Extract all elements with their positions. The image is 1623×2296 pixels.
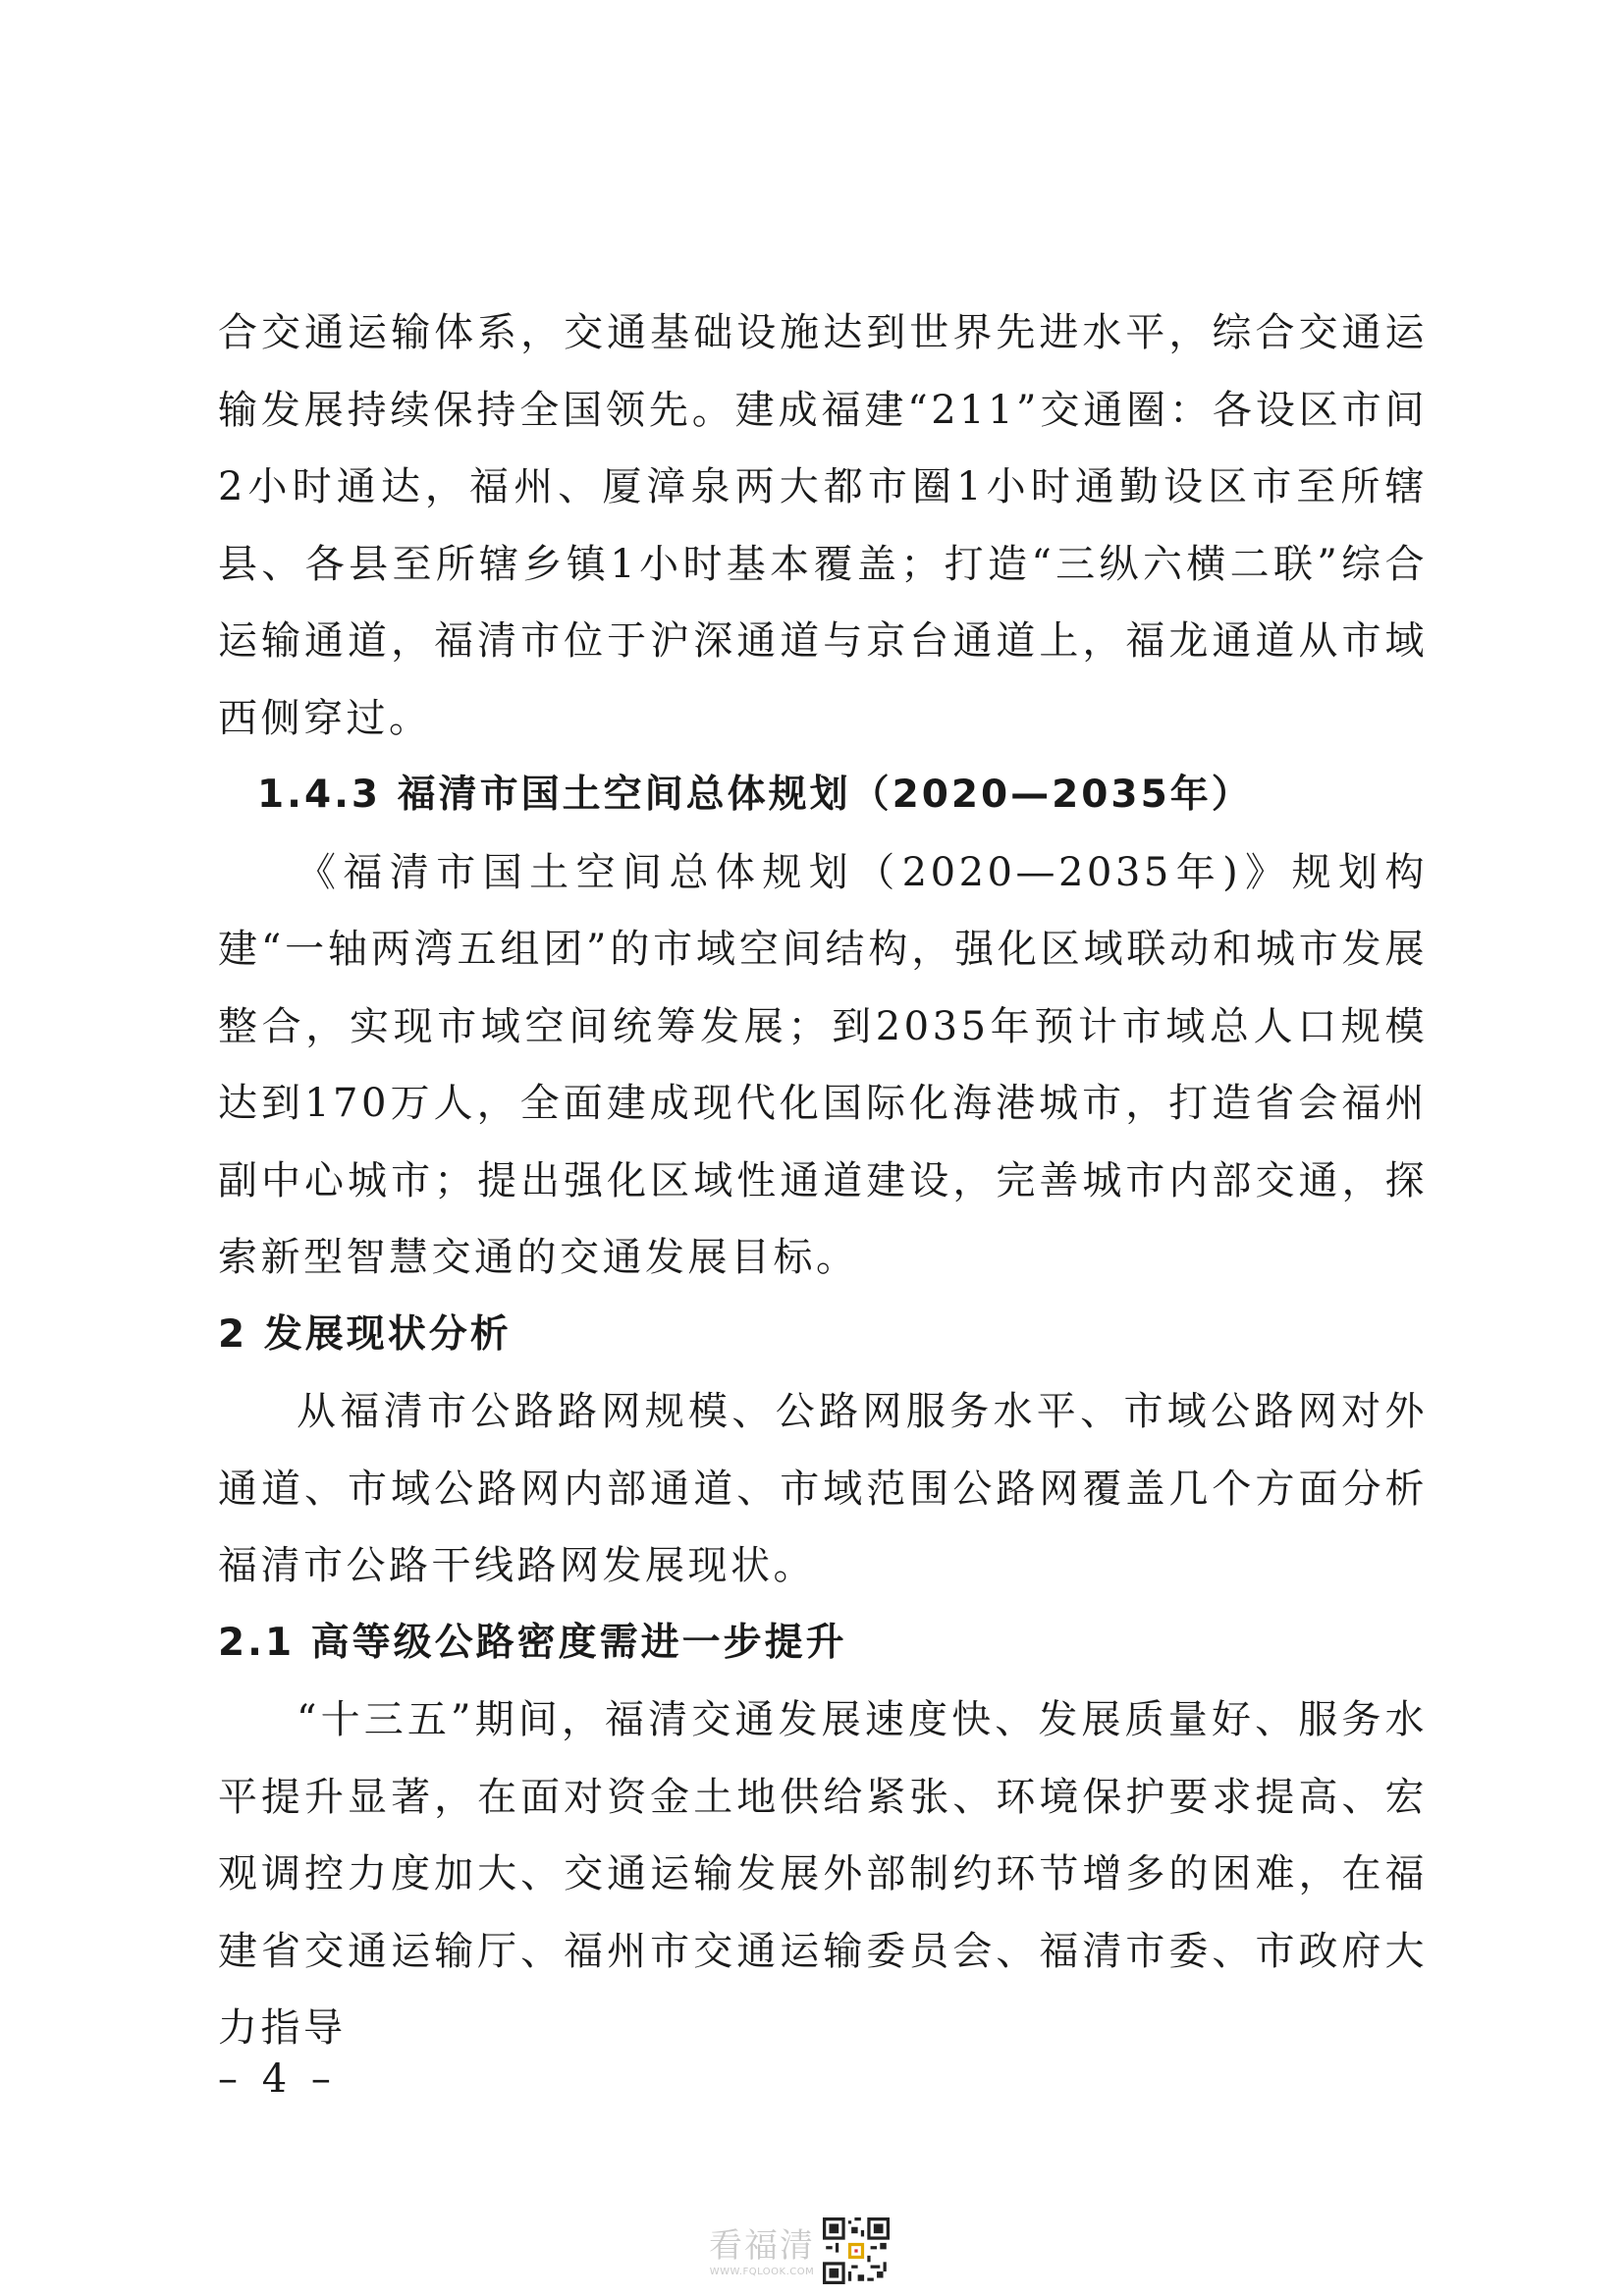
watermark-title: 看福清 <box>709 2225 815 2266</box>
watermark-text <box>709 2225 815 2277</box>
paragraph-continuation: 合交通运输体系，交通基础设施达到世界先进水平，综合交通运输发展持续保持全国领先。建成福建“211”交通圈：各设区市间2小时通达，福州、厦漳泉两大都市圈1小时通勤设区市至所辖县、各县至所辖乡镇1小时基本覆盖；打造“三纵六横二联”综合运输通道，福清市位于沪深通道与京台通道上，福龙通道从市域西侧穿过。 <box>218 310 1428 741</box>
page-number: – 4 – <box>218 2056 337 2102</box>
paragraph-analysis-intro: 从福清市公路路网规模、公路网服务水平、市域公路网对外通道、市域公路网内部通道、市域范围公路网覆盖几个方面分析福清市公路干线路网发展现状。 <box>218 1389 1428 1588</box>
paragraph-thirteenth-five-year: “十三五”期间，福清交通发展速度快、发展质量好、服务水平提升显著，在面对资金土地供给紧张、环境保护要求提高、宏观调控力度加大、交通运输发展外部制约环节增多的困难，在福建省交通运输厅、福州市交通运输委员会、福清市委、市政府大力指导 <box>218 1697 1428 2051</box>
section-heading-2: 2 发展现状分析 <box>218 1311 512 1357</box>
section-heading-2-1: 2.1 高等级公路密度需进一步提升 <box>218 1620 847 1665</box>
document-body <box>218 294 1428 2067</box>
section-heading-1-4-3: 1.4.3 福清市国土空间总体规划（2020—2035年） <box>257 773 1253 817</box>
qr-code-icon <box>823 2217 890 2284</box>
watermark-logo <box>709 2216 935 2285</box>
watermark-url: WWW.FQLOOK.COM <box>709 2266 815 2277</box>
paragraph-plan-summary: 《福清市国土空间总体规划（2020—2035年)》规划构建“一轴两湾五组团”的市域空间结构，强化区域联动和城市发展整合，实现市域空间统筹发展；到2035年预计市域总人口规模达到170万人，全面建成现代化国际化海港城市，打造省会福州副中心城市；提出强化区域性通道建设，完善城市内部交通，探索新型智慧交通的交通发展目标。 <box>218 849 1428 1280</box>
